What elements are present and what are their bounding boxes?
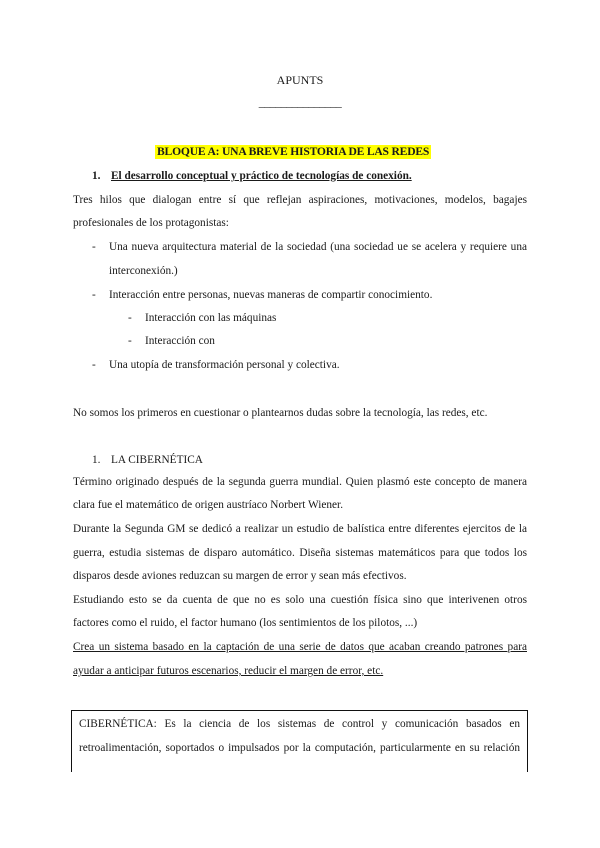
title-underline-rule: _______________ bbox=[258, 95, 342, 109]
bullet-3-text: Una utopía de transformación personal y colectiva. bbox=[109, 359, 340, 371]
cibernetica-line-1: Término originado después de la segunda guerra mundial. Quien plasmó este concepto de manera bbox=[73, 476, 527, 488]
cibernetica-line-2: clara fue el matemático de origen austríaco Norbert Wiener. bbox=[73, 499, 344, 511]
sub-bullet-dash: - bbox=[128, 312, 132, 324]
cibernetica-title: LA CIBERNÉTICA bbox=[111, 454, 203, 466]
bullet-1-line-1: Una nueva arquitectura material de la sociedad (una sociedad ue se acelera y requiere una bbox=[109, 241, 527, 253]
bloque-heading: BLOQUE A: UNA BREVE HISTORIA DE LAS REDES bbox=[157, 145, 430, 158]
cibernetica-underlined-line-1: Crea un sistema basado en la captación de una serie de datos que acaban creando patrones para bbox=[73, 641, 527, 653]
definition-line-2: retroalimentación, soportados o impulsados por la computación, particularmente en su relación bbox=[79, 742, 520, 754]
closing-paragraph: No somos los primeros en cuestionar o plantearnos dudas sobre la tecnología, las redes, etc. bbox=[73, 407, 488, 419]
cibernetica-line-3: Durante la Segunda GM se dedicó a realizar un estudio de balística entre diferentes ejercitos de la bbox=[73, 523, 527, 535]
bullet-2-text: Interacción entre personas, nuevas maneras de compartir conocimiento. bbox=[109, 289, 433, 301]
cibernetica-line-5: disparos desde aviones reduzcan su margen de error y sean más efectivos. bbox=[73, 570, 407, 582]
bullet-dash: - bbox=[92, 289, 96, 301]
bullet-1-line-2: interconexión.) bbox=[109, 265, 178, 277]
sub-bullet-dash: - bbox=[128, 335, 132, 347]
sub-bullet-1-text: Interacción con las máquinas bbox=[145, 312, 277, 324]
cibernetica-line-7: factores como el ruido, el factor humano (los sentimientos de los pilotos, ...) bbox=[73, 617, 418, 629]
cibernetica-underlined-line-2: ayudar a anticipar futuros escenarios, reducir el margen de error, etc. bbox=[73, 665, 384, 677]
section-title: El desarrollo conceptual y práctico de tecnologías de conexión. bbox=[111, 170, 412, 182]
bullet-dash: - bbox=[92, 241, 96, 253]
cibernetica-line-6: Estudiando esto se da cuenta de que no es solo una cuestión física sino que interivenen otros bbox=[73, 594, 527, 606]
page-title: APUNTS bbox=[276, 73, 324, 87]
bullet-dash: - bbox=[92, 359, 96, 371]
definition-line-1: CIBERNÉTICA: Es la ciencia de los sistemas de control y comunicación basados en bbox=[79, 718, 520, 730]
cibernetica-line-4: guerra, estudia sistemas de disparo automático. Diseña sistemas matemáticos para que todos los bbox=[73, 547, 527, 559]
cibernetica-number: 1. bbox=[92, 454, 101, 466]
sub-bullet-2-text: Interacción con bbox=[145, 335, 215, 347]
section-number: 1. bbox=[92, 170, 101, 182]
intro-line-2: profesionales de los protagonistas: bbox=[73, 217, 229, 229]
intro-line-1: Tres hilos que dialogan entre sí que reflejan aspiraciones, motivaciones, modelos, bagajes bbox=[73, 194, 527, 206]
